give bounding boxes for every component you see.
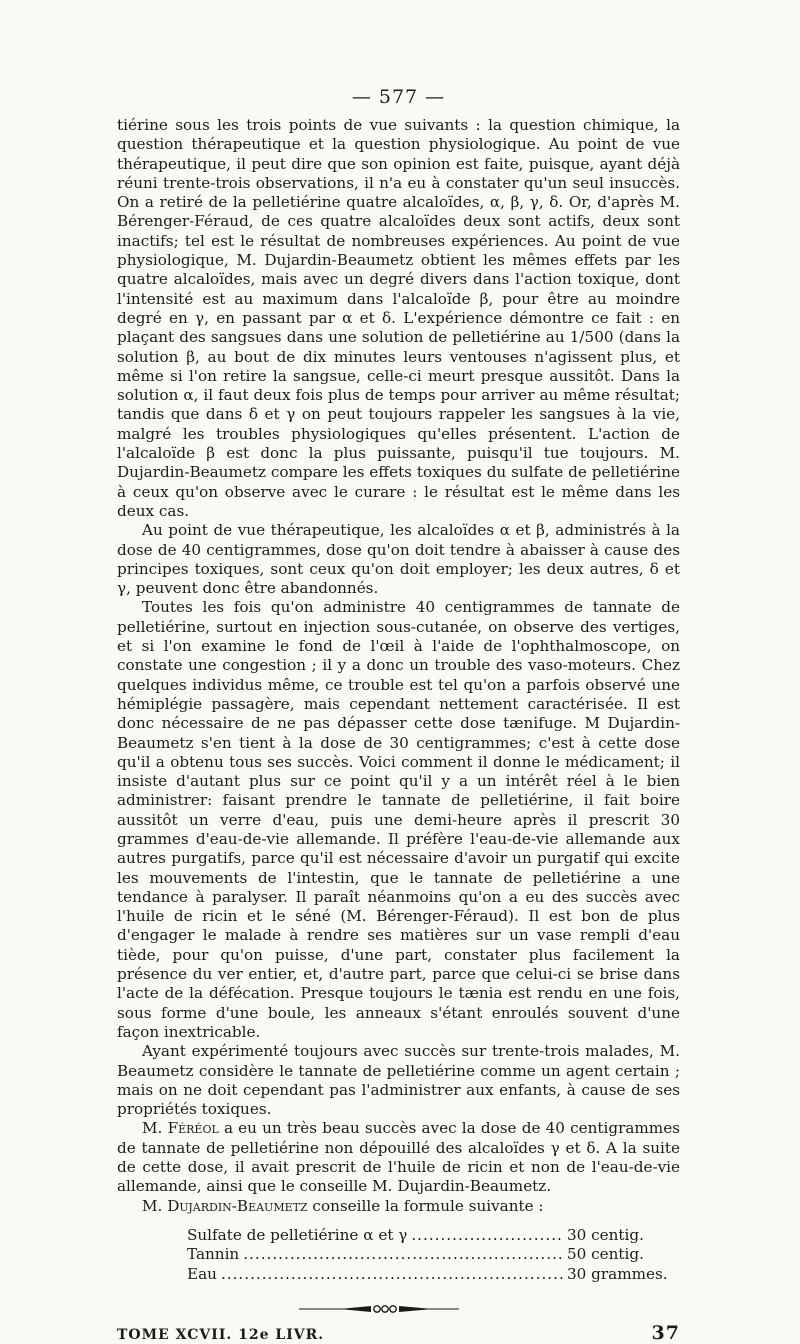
document-page: [117, 86, 680, 1344]
formula-dose: 30 centig.: [567, 1225, 644, 1244]
formula-ingredient: Eau: [187, 1264, 217, 1283]
formula-row: [187, 1226, 667, 1245]
person-name: Dujardin-Beaumetz: [167, 1196, 308, 1215]
person-name: Féréol: [167, 1119, 219, 1138]
paragraph-text: tiérine sous les trois points de vue suivants : la question chimique, la question thérapeutique et la question physiologique. Au point de vue thérapeutique, il peut dire que son opinion est faite, puisque, ayant déjà réuni trente-trois observations, il n'a eu à constater qu'un seul insuccès. On a retiré de la pelletiérine quatre alcaloïdes, α, β, γ, δ. Or, d'après M. Bérenger-Féraud, de ces quatre alcaloïdes deux sont actifs, deux sont inactifs; tel est le résultat de nombreuses expériences. Au point de vue physiologique, M. Dujardin-Beaumetz obtient les mêmes effets par les quatre alcaloïdes, mais avec un degré divers dans l'action toxique, dont l'intensité est au maximum dans l'alcaloïde β, pour être au moindre degré en γ, en passant par α et δ. L'expérience démontre ce fait : en plaçant des sangsues dans une solution de pelletiérine au 1/500 (dans la solution β, au bout de dix minutes leurs ventouses n'agissent plus, et même si l'on retire la sangsue, celle-ci meurt presque aussitôt. Dans la solution α, il faut deux fois plus de temps pour arriver au même résultat; tandis que dans δ et γ on peut toujours rappeler les sangsues à la vie, malgré les troubles physiologiques qu'elles présentent. L'action de l'alcaloïde β est donc la plus puissante, puisqu'il tue toujours. M. Dujardin-Beaumetz compare les effets toxiques du sulfate de pelletiérine à ceux qu'on observe avec le curare : le résultat est le même dans les deux cas.: [117, 116, 680, 520]
formula-ingredient: Tannin: [187, 1245, 240, 1264]
paragraph-text: M.: [142, 1196, 168, 1215]
paragraph-text: Toutes les fois qu'on administre 40 centigrammes de tannate de pelletiérine, surtout en injection sous-cutanée, on observe des vertiges, et si l'on examine le fond de l'œil à l'aide de l'ophthalmoscope, on constate une congestion ; il y a donc un trouble des vaso-moteurs. Chez quelques individus même, ce trouble est tel qu'on a parfois observé une hémiplégie passagère, mais cependant nettement caractérisée. Il est donc nécessaire de ne pas dépasser cette dose tænifuge. M Dujardin-Beaumetz s'en tient à la dose de 30 centigrammes; c'est à cette dose qu'il a obtenu tous ses succès. Voici comment il donne le médicament; il insiste d'autant plus sur ce point qu'il y a un intérêt réel à le bien administrer: faisant prendre le tannate de pelletiérine, il fait boire aussitôt un verre d'eau, puis une demi-heure après il prescrit 30 grammes d'eau-de-vie allemande. Il préfère l'eau-de-vie allemande aux autres purgatifs, parce qu'il est nécessaire d'avoir un purgatif qui excite les mouvements de l'intestin, que le tannate de pelletiérine a une tendance à paralyser. Il paraît néanmoins qu'on a eu des succès avec l'huile de ricin et le séné (M. Bérenger-Féraud). Il est bon de plus d'engager le malade à rendre ses matières sur un vase rempli d'eau tiède, pour qu'on puisse, d'une part, constater plus facilement la présence du ver entier, et, d'autre part, parce que celui-ci se brise dans l'acte de la défécation. Presque toujours le tænia est rendu en une fois, sous forme d'une boule, les anneaux s'étant enroulés souvent d'une façon inextricable.: [117, 598, 680, 1041]
paragraph-text: conseille la formule suivante :: [307, 1196, 544, 1215]
page-footer: [117, 1322, 680, 1344]
dot-leader: [411, 1226, 563, 1245]
paragraph: [117, 1197, 680, 1216]
formula-dose: 50 centig.: [567, 1245, 644, 1264]
paragraph-text: Ayant expérimenté toujours avec succès sur trente-trois malades, M. Beaumetz considère le tannate de pelletiérine comme un agent certain ; mais on ne doit cependant pas l'administrer aux enfants, à cause de ses propriétés toxiques.: [117, 1042, 680, 1119]
paragraph-text: Au point de vue thérapeutique, les alcaloïdes α et β, administrés à la dose de 40 centigrammes, dose qu'on doit tendre à abaisser à cause des principes toxiques, sont ceux qu'on doit employer; les deux autres, δ et γ, peuvent donc être abandonnés.: [117, 521, 680, 598]
formula-dose: 30 grammes.: [567, 1264, 668, 1283]
paragraph: [117, 1042, 680, 1119]
paragraph: [117, 598, 680, 1042]
sheet-signature: 37: [651, 1321, 680, 1344]
dot-leader: [221, 1265, 563, 1284]
paragraph: [117, 521, 680, 598]
paragraph-text: M.: [142, 1119, 168, 1138]
paragraph: [117, 1119, 680, 1196]
page-number: — 577 —: [351, 86, 446, 108]
body-text: [117, 116, 680, 1216]
volume-signature: TOME XCVII. 12e LIVR.: [117, 1326, 325, 1343]
formula-ingredient: Sulfate de pelletiérine α et γ: [187, 1225, 408, 1244]
prescription-formula: [187, 1226, 667, 1284]
paragraph-text: a eu un très beau succès avec la dose de 40 centigrammes de tannate de pelletiérine non dépouillé des alcaloïdes γ et δ. A la suite de cette dose, il avait prescrit de l'huile de ricin et non de l'eau-de-vie allemande, ainsi que le conseille M. Dujardin-Beaumetz.: [117, 1119, 680, 1196]
ornament-divider: [299, 1302, 499, 1316]
paragraph: [117, 116, 680, 521]
formula-row: [187, 1265, 667, 1284]
